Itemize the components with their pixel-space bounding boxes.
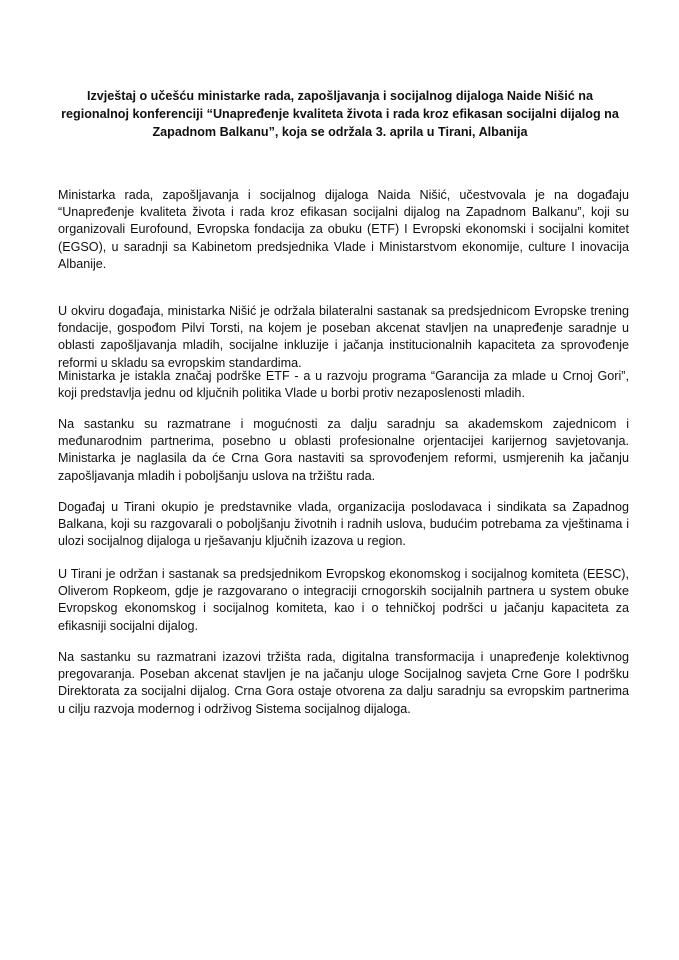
document-title: Izvještaj o učešću ministarke rada, zapošljavanja i socijalnog dijaloga Naide Nišić na regionalnoj konferenciji “Unapređenje kvaliteta života i rada kroz efikasan socijalni dijalog na Zapadnom Balkanu”, koja se održala 3. aprila u Tirani, Albanija	[61, 89, 619, 139]
paragraph-labour-market: Na sastanku su razmatrani izazovi tržišta rada, digitalna transformacija i unapređenje kolektivnog pregovaranja. Poseban akcenat stavljen je na jačanju uloge Socijalnog savjeta Crne Gore I podršku Direktorata za socijalni dijalog. Crna Gora ostaje otvorena za dalju saradnju sa evropskim partnerima u cilju razvoja modernog i održivog Sistema socijalnog dijaloga.	[58, 650, 629, 716]
paragraph-event-intro: Ministarka rada, zapošljavanja i socijalnog dijaloga Naida Nišić, učestvovala je na događaju “Unapređenje kvaliteta života i rada kroz efikasan socijalni dijalog na Zapadnom Balkanu”, koji su organizovali Eurofound, Evropska fondacija za obuku (ETF) I Evropski ekonomski i socijalni komitet (EGSO), u saradnji sa Kabinetom predsjednika Vlade i Ministarstvom ekonomije, culture I inovacija Albanije.	[58, 188, 629, 271]
paragraph-bilateral-meeting: U okviru događaja, ministarka Nišić je održala bilateralni sastanak sa predsjednicom Evropske trening fondacije, gospođom Pilvi Torsti, na kojem je poseban akcenat stavljen na unapređenje saradnje u oblasti zapošljavanja mladih, socijalne inkluzije i jačanja institucionalnih kapaciteta za sprovođenje reformi u skladu sa evropskim standardima.	[58, 304, 629, 370]
paragraph-cooperation: Na sastanku su razmatrane i mogućnosti za dalju saradnju sa akademskom zajednicom i međunarodnim partnerima, posebno u oblasti profesionalne orjentacijei karijernog savjetovanja. Ministarka je naglasila da će Crna Gora nastaviti sa sprovođenjem reformi, usmjerenih ka jačanju zapošljavanja mladih i poboljšanju uslova na tržištu rada.	[58, 417, 629, 483]
paragraph-tirana-event: Događaj u Tirani okupio je predstavnike vlada, organizacija poslodavaca i sindikata sa Zapadnog Balkana, koji su razgovarali o poboljšanju životnih i radnih uslova, budućim potrebama za vještinama i ulozi socijalnog dijaloga u rješavanju ključnih izazova u region.	[58, 500, 629, 549]
paragraph-eesc-meeting: U Tirani je održan i sastanak sa predsjednikom Evropskog ekonomskog i socijalnog komiteta (EESC), Oliverom Ropkeom, gdje je razgovarano o integraciji crnogorskih socijalnih partnera u system obuke Evropskog ekonomskog i socijalnog komiteta, kao i o tehničkoj podršci u jačanju kapaciteta za efikasniji socijalni dijalog.	[58, 567, 629, 633]
paragraph-etf-support: Ministarka je istakla značaj podrške ETF - a u razvoju programa “Garancija za mlade u Crnoj Gori”, koji predstavlja jednu od ključnih politika Vlade u borbi protiv nezaposlenosti mladih.	[58, 369, 629, 401]
